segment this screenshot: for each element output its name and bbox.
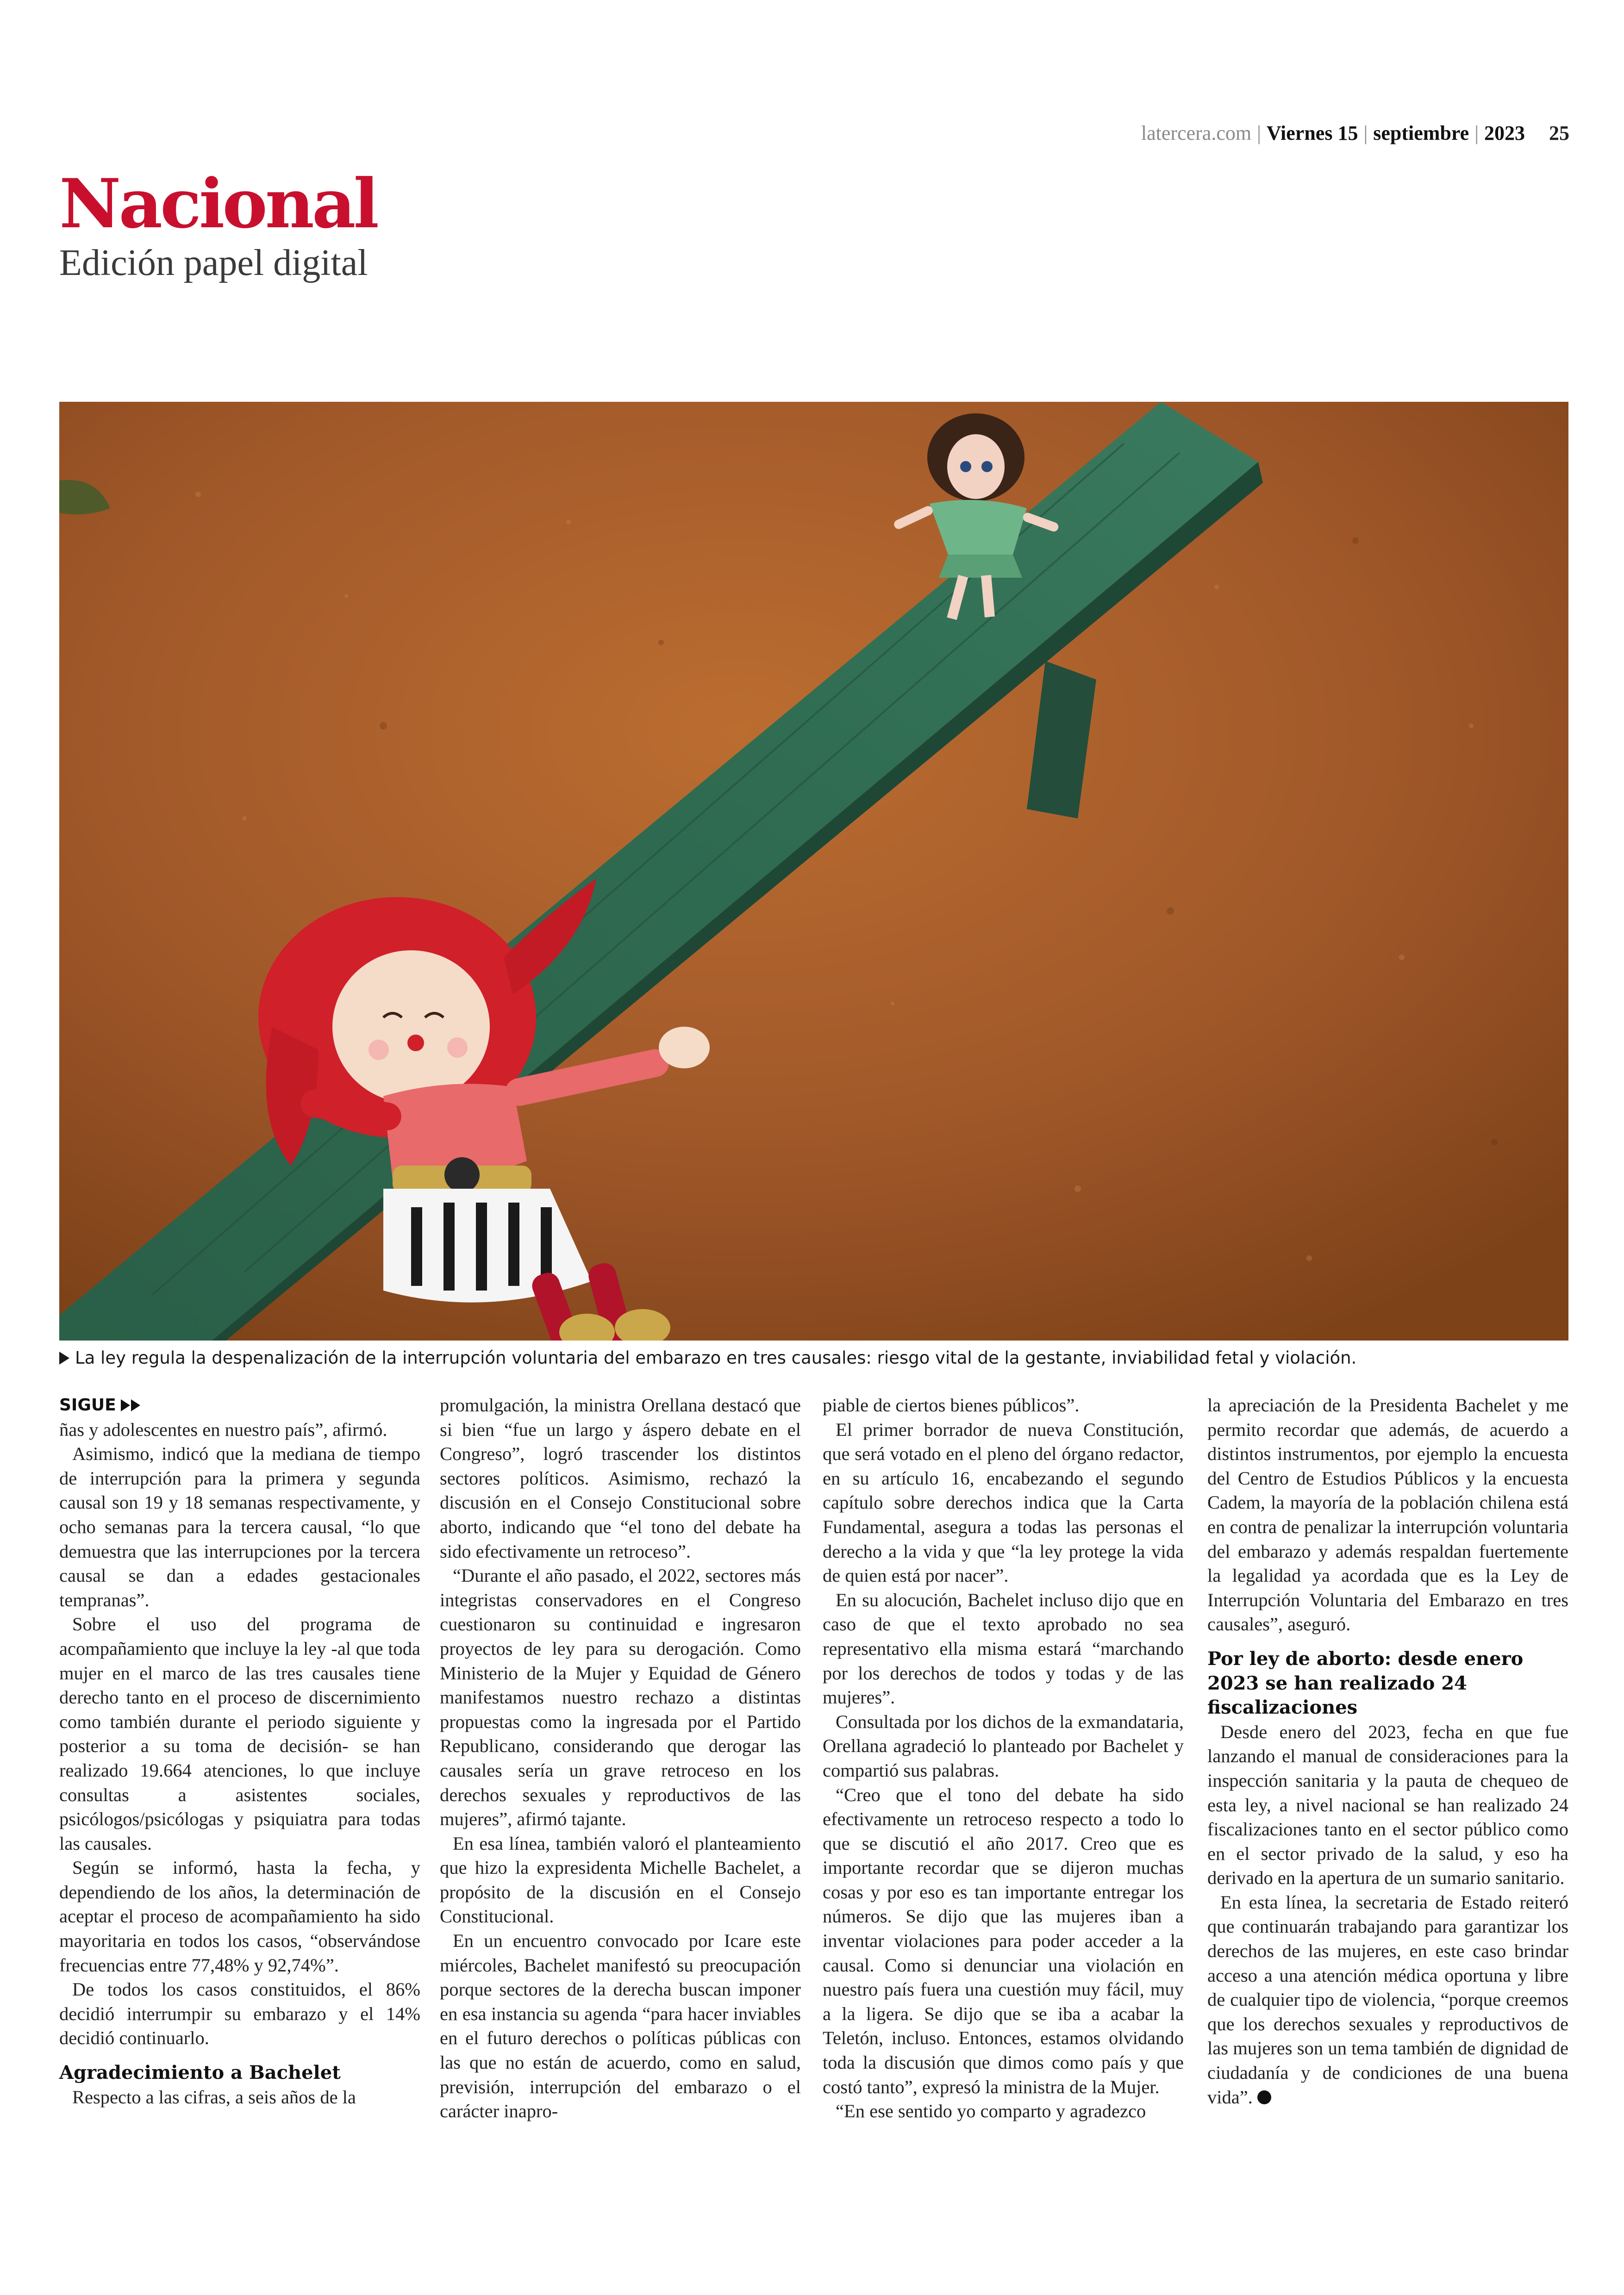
- paragraph: Respecto a las cifras, a seis años de la: [72, 2086, 356, 2108]
- paragraph-last: [1207, 1890, 1568, 2109]
- article-column-4: [1207, 1393, 1568, 2109]
- weekday: Viernes 15: [1266, 122, 1358, 144]
- end-mark-icon: [1257, 2090, 1271, 2104]
- separator: |: [1363, 122, 1368, 144]
- paragraph: Desde enero del 2023, fecha en que fue lanzando el manual de consideraciones para la inspección sanitaria y la pauta de chequeo de esta ley, a nivel nacional se han realizado 24 fiscalizaciones tanto en el sector público como en el sector privado de la salud, y eso ha derivado en la apertura de un sumario sanitario.: [1207, 1721, 1568, 1889]
- caption-triangle-icon: [59, 1352, 69, 1365]
- paragraph-text: En esta línea, la secretaria de Estado reiteró que continuarán trabajando para garantizar los derechos de las mujeres, en este caso brindar acceso a una atención médica oportuna y libre de cualquier tipo de violencia, “porque creemos que los derechos sexuales y reproductivos de las mujeres son un tema también de dignidad de ciudadanía y de condiciones de una buena vida”.: [1207, 1891, 1568, 2108]
- year: 2023: [1484, 122, 1525, 144]
- month: septiembre: [1373, 122, 1469, 144]
- section-subtitle: Edición papel digital: [59, 243, 368, 283]
- paragraph: En esa línea, también valoró el planteamiento que hizo la expresidenta Michelle Bachelet, a propósito de la discusión en el Consejo Constitucional.: [440, 1833, 801, 1927]
- subheading: Agradecimiento a Bachelet: [59, 2062, 341, 2084]
- continuation-label: [59, 1393, 420, 1418]
- paragraph: “Creo que el tono del debate ha sido efectivamente un retroceso respecto a todo lo que se discutió el año 2017. Creo que es importante recordar que se dijeron muchas cosas y por eso es tan importante entregar los números. Se dijo que las mujeres iban a inventar violaciones para poder acceder a la causal. Como si denunciar una violación en nuestro país fuera una cuestión muy fácil, muy a la ligera. Se dijo que se iba a acabar la Teletón, incluso. Entonces, estamos olvidando toda la discusión que dimos como país y que costó tanto”, expresó la ministra de la Mujer.: [823, 1784, 1184, 2097]
- double-arrow-icon: [121, 1399, 140, 1411]
- paragraph: “Durante el año pasado, el 2022, sectores más integristas conservadores en el Congreso cuestionaron su continuidad e ingresaron proyectos de ley para su derogación. Como Ministerio de la Mujer y Equidad de Género manifestamos nuestro rechazo a distintas propuestas como la ingresada por el Partido Republicano, considerando que derogar las causales sería un grave retroceso en los derechos sexuales y reproductivos de las mujeres”, afirmó tajante.: [440, 1565, 801, 1830]
- paragraph: la apreciación de la Presidenta Bachelet y me permito recordar que además, de acuerdo a distintos instrumentos, por ejemplo la encuesta del Centro de Estudios Públicos y la encuesta Cadem, la mayoría de la población chilena está en contra de penalizar la interrupción voluntaria del embarazo y además respaldan fuertemente la legalidad ya acordada que es la Ley de Interrupción Voluntaria del Embarazo en tres causales”, aseguró.: [1207, 1395, 1568, 1635]
- paragraph: ñas y adolescentes en nuestro país”, afirmó.: [59, 1419, 387, 1440]
- paragraph: piable de ciertos bienes públicos”.: [823, 1395, 1080, 1416]
- photo-caption: [59, 1348, 1568, 1368]
- paragraph: promulgación, la ministra Orellana destacó que si bien “fue un largo y áspero debate en el Congreso”, logró trascender los distintos sectores políticos. Asimismo, rechazó la discusión en el Consejo Constitucional sobre aborto, indicando que “el tono del debate ha sido efectivamente un retroceso”.: [440, 1395, 801, 1562]
- photo-illustration: [59, 402, 1568, 1341]
- paragraph: Consultada por los dichos de la exmandataria, Orellana agradeció lo planteado por Bachelet y compartió sus palabras.: [823, 1711, 1184, 1781]
- section-title: Nacional: [59, 164, 377, 243]
- subheading: Por ley de aborto: desde enero 2023 se han realizado 24 fiscalizaciones: [1207, 1647, 1524, 1719]
- article-column-1: [59, 1393, 420, 2109]
- paragraph: En su alocución, Bachelet incluso dijo que en caso de que el texto aprobado no sea representativo ella misma estará “marchando por los derechos de todos y todas y de las mujeres”.: [823, 1589, 1184, 1708]
- paragraph: “En ese sentido yo comparto y agradezco: [836, 2101, 1146, 2122]
- separator: |: [1474, 122, 1479, 144]
- continuation-label-text: SIGUE: [59, 1396, 116, 1415]
- paragraph: Asimismo, indicó que la mediana de tiempo de interrupción para la primera y segunda causal son 19 y 18 semanas respectivamente, y ocho semanas para la tercera causal, “lo que demuestra que las interrupciones por la tercera causal se dan a edades gestacionales tempranas”.: [59, 1443, 420, 1610]
- dateline: [1141, 121, 1569, 145]
- paragraph: De todos los casos constituidos, el 86% decidió interrumpir su embarazo y el 14% decidió continuarlo.: [59, 1979, 420, 2049]
- paragraph: En un encuentro convocado por Icare este miércoles, Bachelet manifestó su preocupación porque sectores de la derecha buscan imponer en esa instancia su agenda “para hacer inviables en el futuro derechos o políticas públicas con las que no están de acuerdo, como en salud, previsión, interrupción del embarazo o el carácter inapro-: [440, 1930, 801, 2122]
- paragraph: Sobre el uso del programa de acompañamiento que incluye la ley -al que toda mujer en el marco de las tres causales tiene derecho tanto en el proceso de discernimiento como también durante el periodo siguiente y posterior a su toma de decisión- se han realizado 19.664 atenciones, lo que incluye consultas a asistentes sociales, psicólogos/psicólogas y psiquiatra para todas las causales.: [59, 1614, 420, 1854]
- separator: |: [1257, 122, 1261, 144]
- paragraph: Según se informó, hasta la fecha, y dependiendo de los años, la determinación de aceptar el proceso de acompañamiento ha sido mayoritaria en todos los casos, “observándose frecuencias entre 77,48% y 92,74%”.: [59, 1857, 420, 1976]
- article-column-3: [823, 1393, 1184, 2124]
- page-number: 25: [1549, 122, 1569, 144]
- photo-caption-text: La ley regula la despenalización de la interrupción voluntaria del embarazo en tres causales: riesgo vital de la gestante, inviabilidad fetal y violación.: [75, 1348, 1357, 1368]
- paragraph: El primer borrador de nueva Constitución, que será votado en el pleno del órgano redactor, en su artículo 16, encabezando el segundo capítulo sobre derechos indica que la Carta Fundamental, asegura a todas las personas el derecho a la vida y que “la ley protege la vida de quien está por nacer”.: [823, 1419, 1184, 1586]
- article-photo: [59, 402, 1568, 1341]
- article-column-2: [440, 1393, 801, 2124]
- site-name: latercera.com: [1141, 122, 1252, 144]
